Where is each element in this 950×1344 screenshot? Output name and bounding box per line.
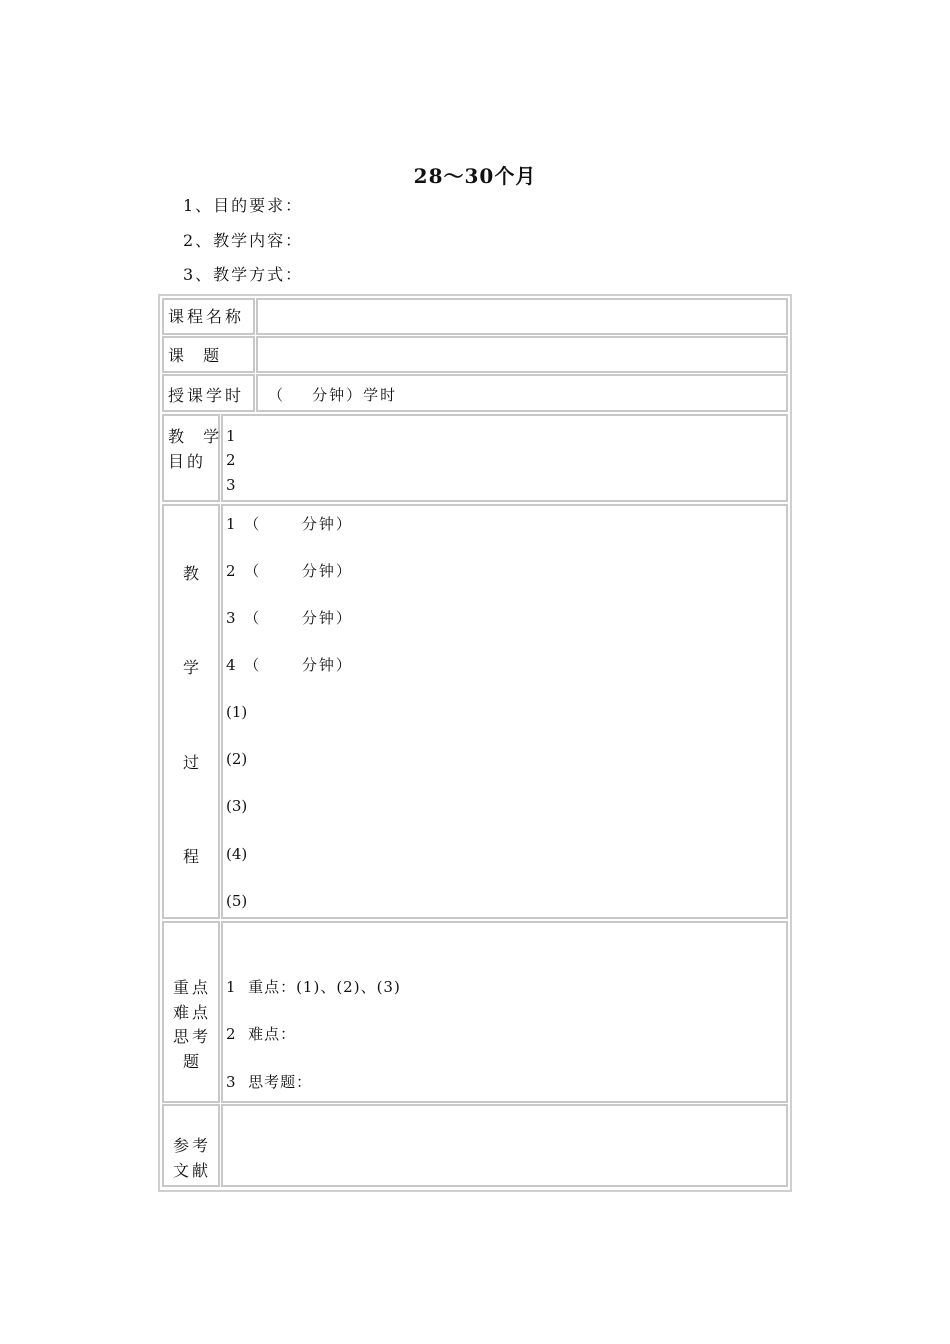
process-sub-item-3: (3) bbox=[226, 797, 248, 815]
hours-value: （ 分钟）学时 bbox=[268, 386, 398, 404]
topic-label: 课 题 bbox=[168, 346, 223, 365]
process-sub-item-4: (4) bbox=[226, 845, 248, 863]
key-points-field[interactable] bbox=[221, 921, 788, 1103]
key-points-label-cell bbox=[162, 921, 220, 1103]
key-points-label-line-1: 重点 bbox=[173, 978, 212, 997]
process-label-char-1: 教 bbox=[183, 564, 200, 583]
references-field[interactable] bbox=[221, 1104, 788, 1187]
course-name-label: 课程名称 bbox=[168, 307, 245, 326]
process-label-cell bbox=[162, 504, 220, 919]
course-name-label-cell bbox=[162, 298, 255, 335]
process-step-1: 1 （ 分钟） bbox=[226, 515, 353, 533]
hours-label-cell bbox=[162, 374, 255, 412]
process-sub-item-2: (2) bbox=[226, 750, 248, 768]
topic-field[interactable] bbox=[256, 336, 788, 373]
references-label-line-1: 参考 bbox=[173, 1136, 212, 1155]
key-points-label-line-2: 难点 bbox=[173, 1003, 212, 1022]
intro-item-content: 2、教学内容： bbox=[183, 231, 304, 250]
page-title: 28～30个月 bbox=[413, 164, 537, 188]
hours-field[interactable] bbox=[256, 374, 788, 412]
references-label-line-2: 文献 bbox=[173, 1161, 212, 1180]
intro-item-method: 3、教学方式： bbox=[183, 265, 304, 284]
objective-item-3: 3 bbox=[226, 476, 236, 494]
process-step-4: 4 （ 分钟） bbox=[226, 656, 353, 674]
process-field[interactable] bbox=[221, 504, 788, 919]
key-point-item-2: 2 难点： bbox=[226, 1025, 297, 1043]
key-points-label-line-3: 思考 bbox=[173, 1027, 212, 1046]
references-label-cell bbox=[162, 1104, 220, 1187]
topic-label-cell bbox=[162, 336, 255, 373]
process-sub-item-1: (1) bbox=[226, 703, 248, 721]
process-sub-item-5: (5) bbox=[226, 892, 248, 910]
objective-label-line-1: 教 学 bbox=[168, 427, 223, 446]
objective-item-2: 2 bbox=[226, 451, 236, 469]
process-label-char-2: 学 bbox=[183, 658, 200, 677]
intro-item-objectives: 1、目的要求： bbox=[183, 196, 304, 215]
objective-label-line-2: 目的 bbox=[168, 452, 207, 471]
process-label-char-3: 过 bbox=[183, 753, 200, 772]
hours-label: 授课学时 bbox=[168, 386, 245, 405]
key-point-item-1: 1 重点：(1)、(2)、(3) bbox=[226, 978, 401, 996]
process-step-3: 3 （ 分钟） bbox=[226, 609, 353, 627]
key-point-item-3: 3 思考题： bbox=[226, 1073, 313, 1091]
objective-field[interactable] bbox=[221, 414, 788, 502]
objective-label-cell bbox=[162, 414, 223, 502]
objective-item-1: 1 bbox=[226, 427, 236, 445]
course-name-field[interactable] bbox=[256, 298, 788, 335]
process-label-char-4: 程 bbox=[183, 847, 200, 866]
process-step-2: 2 （ 分钟） bbox=[226, 562, 353, 580]
key-points-label-line-4: 题 bbox=[183, 1052, 203, 1071]
